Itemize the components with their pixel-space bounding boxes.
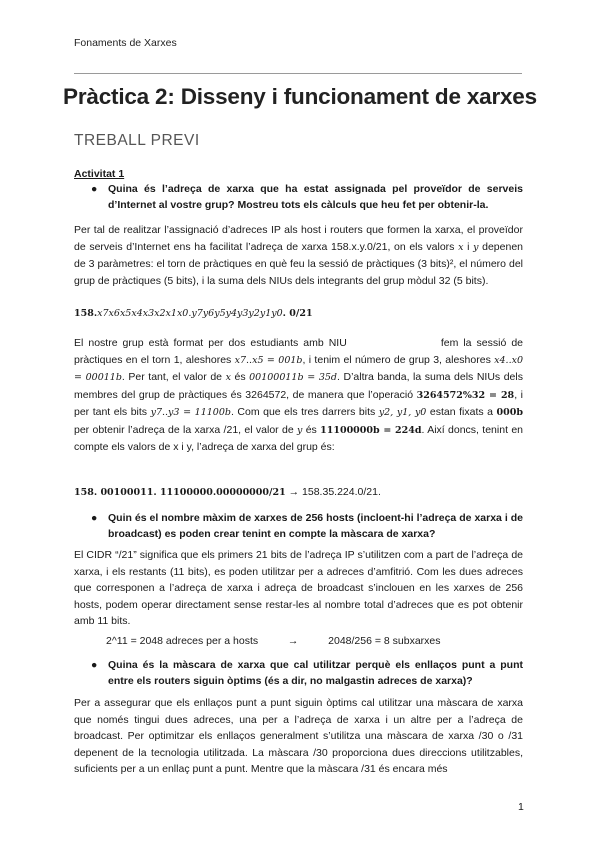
address-formula: 158.x7x6x5x4x3x2x1x0.y7y6y5y4y3y2y1y0. 0/21 (74, 308, 313, 319)
question-2 (91, 510, 523, 542)
paragraph-3: El CIDR “/21” significa que els primers 21 bits de l’adreça IP s’utilitzen com a part de l’adreça de xarxa, i els restants (11 bits), es poden utilitzar per a adreces d’amfitrió. Com les dues adreces que corresponen a l’adreça de xarxa i adreça de broadcast s’inclouen en les xarxes de 256 hosts, podem operar directament sense restar-les al nombre total d’adreces que es pot obtenir amb 11 bits. (74, 549, 523, 627)
page-number: 1 (518, 801, 524, 813)
bullet-icon: ● (91, 183, 98, 195)
document-title: Pràctica 2: Disseny i funcionament de xarxes (63, 84, 537, 109)
question-3 (91, 657, 523, 689)
question-1 (91, 181, 523, 213)
result-formula: 158. 00100011. 11100000.00000000/21 → 158.35.224.0/21. (74, 486, 381, 498)
paragraph-2: El nostre grup està format per dos estudiants amb NIU fem la sessió de pràctiques en el torn 1, aleshores x7..x5 = 001b, i tenim el número de grup 3, aleshores x4..x0 = 00011b. Per tant, el valor de x és 00100011b = 35d. D’altra banda, la suma dels NIUs dels membres del grup de pràctiques és 3264572, de manera que l’operació 3264572%32 = 28, i per tant els bits y7..y3 = 11100b. Com que els tres darrers bits y2, y1, y0 estan fixats a 000b per obtenir l’adreça de la xarxa /21, el valor de y és 11100000b = 224d. Així doncs, tenint en compte els valors de x i y, l’adreça de xarxa del grup és: (74, 337, 523, 453)
subnet-calculation: 2^11 = 2048 adreces per a hosts → 2048/256 = 8 subxarxes (106, 635, 441, 647)
activity-heading: Activitat 1 (74, 168, 125, 180)
question-2-text: Quin és el nombre màxim de xarxes de 256 hosts (incloent-hi l’adreça de xarxa i de broadcast) es poden crear tenint en compte la màscara de xarxa? (108, 512, 523, 540)
header-divider (74, 73, 522, 74)
bullet-icon: ● (91, 512, 98, 524)
section-subtitle: TREBALL PREVI (74, 132, 200, 149)
paragraph-1: Per tal de realitzar l’assignació d’adreces IP als host i routers que formen la xarxa, el proveïdor de serveis d’Internet ens ha facilitat l’adreça de xarxa 158.x.y.0/21, on els valors x i y depenen de 3 paràmetres: el torn de pràctiques en què feu la sessió de pràctiques (3 bits)², el número del grup de pràctiques (5 bits), i la suma dels NIUs dels integrants del grup mòdul 32 (5 bits). (74, 224, 523, 287)
question-3-text: Quina és la màscara de xarxa que cal utilitzar perquè els enllaços punt a punt entre els routers siguin òptims (és a dir, no malgastin adreces de xarxa)? (108, 659, 523, 687)
page-header: Fonaments de Xarxes (74, 37, 177, 49)
bullet-icon: ● (91, 659, 98, 671)
question-1-text: Quina és l’adreça de xarxa que ha estat assignada pel proveïdor de serveis d’Internet al vostre grup? Mostreu tots els càlculs que heu fet per obtenir-la. (108, 183, 523, 211)
paragraph-4: Per a assegurar que els enllaços punt a punt siguin òptims cal utilitzar una màscara de xarxa que només tingui dues adreces, una per a l’adreça de xarxa i un altre per a l’adreça de broadcast. Per optimitzar els enllaços generalment s’utilitza una màscara de xarxa /30 o /31 depenent de la tecnologia utilitzada. La màscara /30 proporciona dues direccions utilitzables, suficients per a un enllaç punt a punt. Mentre que la màscara /31 és encara més (74, 697, 523, 775)
